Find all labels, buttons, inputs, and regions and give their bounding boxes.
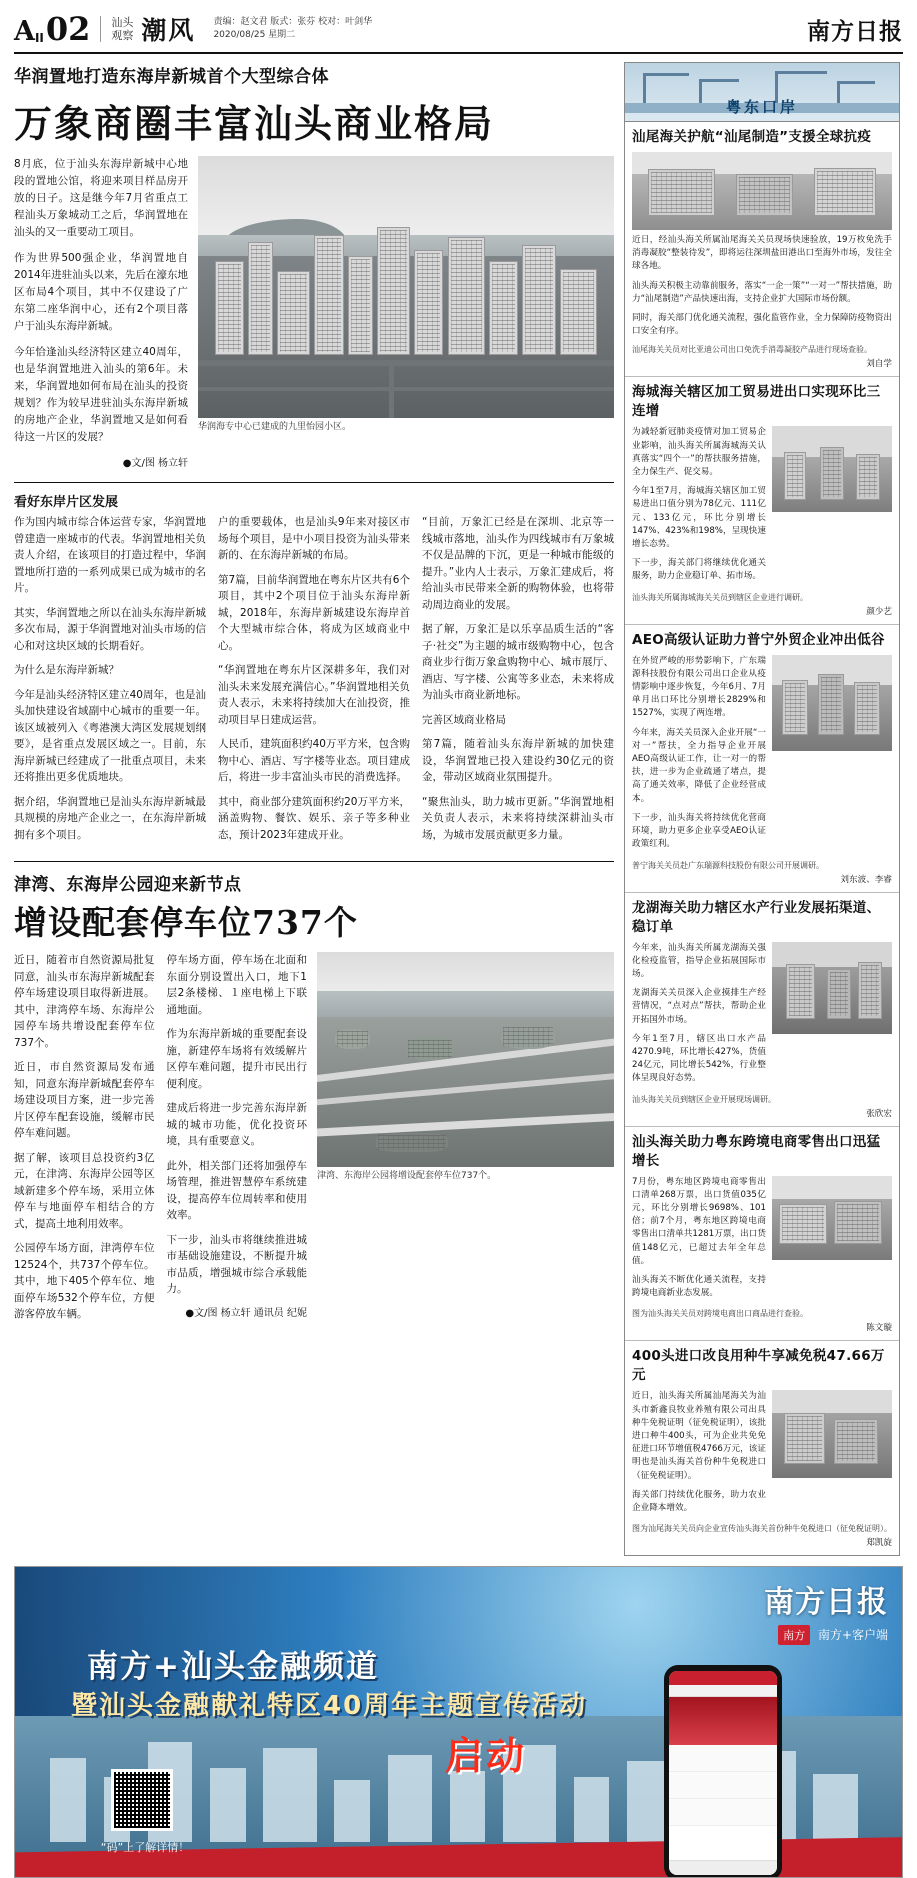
phone-hero-banner — [669, 1697, 777, 1745]
section-divider-2 — [14, 861, 614, 862]
section-divider — [14, 482, 614, 483]
article3-body: 近日，随着市自然资源局批复同意，汕头市东海岸新城配套停车场建设项目取得新进展。其中，津湾停车场、东海岸公园停车场共增设配套停车位737个。 近日，市自然资源局发布通知，同意东海岸新城配套停车场建设项目方案，进一步完善片区停车配套设施，缓解市民停车难问题。 据了解，该项目总投资约3亿元，在津湾、东海岸公园等区域新建多个停车场，采用立体停车与地面停车相结合的方式，提高土地利用效率。 公园停车场方面，津湾停车位12524个，共737个停车位。其中，地下405个停车位、地面停车场532个停车位，方便游客停放车辆。 停车场方面，停车场在北面和东面分别设置出入口，地下1层2条楼梯、１座电梯上下联通地面。 作为东海岸新城的重要配套设施，新建停车场将有效缓解片区停车难问题，提升市民出行便利度。 建成后将进一步完善东海岸新城的城市功能，优化投资环境，具有重要意义。 此外，相关部门还将加强停车场管理，推进智慧停车系统建设，提高停车位周转率和使用效率。 下一步，汕头市将继续推进城市基础设施建设，不断提升城市品质，增强城市综合承载能力。 ●文/图 杨立轩 通讯员 纪妮 — [14, 954, 307, 1320]
phone-app-header — [669, 1671, 777, 1685]
rail-item-title: 汕尾海关护航“汕尾制造”支援全球抗疫 — [632, 129, 872, 145]
phone-bottom-nav — [669, 1860, 777, 1875]
qr-caption: “码”上了解详情！ — [100, 1841, 190, 1855]
lead-photo-caption: 华润海专中心已建成的九里怡园小区。 — [198, 422, 352, 432]
ad-app-name: 南方+客户端 — [817, 1628, 888, 1643]
rail-item — [625, 1127, 899, 1342]
page-folio — [14, 10, 90, 48]
rail-item-photo-block — [772, 655, 892, 858]
rail-item-sign: 郑凯旋 — [866, 1538, 892, 1549]
article1-subhead: 看好东岸片区发展 — [14, 495, 119, 510]
article3-headline: 增设配套停车位737个 — [14, 903, 358, 942]
lead-photo — [198, 156, 614, 418]
rail-item-caption: 普宁海关关员赴广东瑞源科技股份有限公司开展调研。 — [632, 860, 824, 870]
rail-item-photo — [772, 655, 892, 751]
section-sub: II — [34, 31, 44, 45]
column-label: 汕头 观察 — [100, 16, 133, 42]
ad-logo-chip: 南方 — [778, 1625, 810, 1645]
rail-item-text: 7月份，粤东地区跨境电商零售出口清单268万票，出口货值035亿元，环比分别增长9698%、101倍；前7个月，粤东地区跨境电商零售出口清单共1281万票，出口货值148亿元，已超过去年全年总值。 汕头海关不断优化通关流程，支持跨境电商新业态发展。 — [632, 1176, 766, 1299]
bottom-advertisement[interactable] — [14, 1566, 903, 1878]
lead-byline: ●文/图 杨立轩 — [122, 458, 188, 469]
phone-mockup — [664, 1665, 782, 1878]
rail-item-photo-block — [772, 1176, 892, 1307]
paper-logo: 南方日报 — [807, 17, 903, 45]
rail-item-photo — [772, 942, 892, 1034]
phone-list-item — [669, 1745, 777, 1772]
phone-list-item — [669, 1799, 777, 1826]
rail-item-photo-block — [772, 942, 892, 1092]
rail-item-title: AEO高级认证助力普宁外贸企业冲出低谷 — [632, 631, 885, 648]
rail-item — [625, 625, 899, 893]
article3-byline: ●文/图 杨立轩 通讯员 纪妮 — [185, 1307, 307, 1319]
rail-item — [625, 122, 899, 377]
rail-item-photo-block — [772, 426, 892, 589]
rail-item-text: 近日，经汕头海关所属汕尾海关关员现场快速验放，19万枚免洗手消毒凝胶“整装待发”，即将运往深圳盐田港出口至海外市场，发往全球各地。 汕头海关积极主动靠前服务，落实“一企一策”“一对一”帮扶措施，助力“汕尾制造”产品快速出海，支持企业扩大国际市场份额。 同时，海关部门优化通关流程，强化监管作业，全力保障防疫物资出口安全有序。 — [632, 235, 892, 337]
lead-photo-block — [198, 156, 614, 472]
rail-item-caption: 汕尾海关关员对比亚迪公司出口免洗手消毒凝胶产品进行现场查验。 — [632, 345, 872, 355]
rail-item-sign: 陈文璇 — [866, 1323, 892, 1334]
article3-photo — [317, 952, 614, 1167]
rail-item-title: 海城海关辖区加工贸易进出口实现环比三连增 — [632, 384, 881, 420]
ad-line-1: 南方+汕头金融频道 — [87, 1649, 379, 1686]
rail-item-text: 在外贸严峻的形势影响下，广东瑞源科技股份有限公司出口企业从疫情影响中逐步恢复，今年6月、7月单月出口环比分别增长2829%和1527%，实现了两连增。 今年来，海关关员深入企业开展“一对一”帮扶，全力指导企业开展AEO高级认证工作，让一对一的帮扶，进一步为企业疏通了堵点，提高了通关效率，降低了企业经营成本。 下一步，汕头海关将持续优化营商环境，助力更多企业享受AEO认证政策红利。 — [632, 655, 766, 850]
rail-item-sign: 张欣宏 — [866, 1108, 892, 1119]
article3-photo-caption: 津湾、东海岸公园将增设配套停车位737个。 — [317, 1171, 497, 1181]
rail-item-title: 400头进口改良用种牛享减免税47.66万元 — [632, 1348, 885, 1384]
rail-banner-title: 粤东口岸 — [725, 98, 798, 116]
rail-item — [625, 377, 899, 624]
rail-item-text: 今年来，汕头海关所属龙湖海关强化检疫监管，指导企业拓展国际市场。 龙湖海关关员深入企业摸排生产经营情况，“点对点”帮扶，帮助企业开拓国外市场。 今年1至7月，辖区出口水产品4270.9吨，环比增长427%，货值24亿元，同比增长542%，行业整体呈现良好态势。 — [632, 942, 766, 1084]
page-number: 02 — [45, 10, 91, 48]
rail-item-text: 为减轻新冠肺炎疫情对加工贸易企业影响，汕头海关所属海城海关认真落实“四个一”的帮扶服务措施，全力保生产、促交易。 今年1至7月，海城海关辖区加工贸易进出口值分别为78亿元、111亿元、133亿元，环比分别增长147%、423%和198%，呈现快速增长态势。 下一步，海关部门将继续优化通关服务，助力企业稳订单、拓市场。 — [632, 427, 766, 582]
rail-item-photo — [772, 426, 892, 512]
article1-body: 作为国内城市综合体运营专家，华润置地曾建造一座城市的代表。华润置地相关负责人介绍，在该项目的打造过程中，华润置地所打造的一系列成果已成为城市的名片。 其实，华润置地之所以在汕头东海岸新城多次布局，源于华润置地对汕头市场的信心和对这块区域的长期看好。 为什么是东海岸新城？ 今年是汕头经济特区建立40周年，也是汕头加快建设省域副中心城市的重要一年。该区域被列入《粤港澳大湾区发展规划纲要》，是省重点发展区域之一。目前，东海岸新城已经建成了一批重点项目，未来还将推出更多优质地块。 据介绍，华润置地已是汕头东海岸新城最具规模的房地产企业之一，在东海岸新城拥有多个项目。 户的重要载体，也是汕头9年来对接区市场每个项目，是中小项目投资为汕头带来新的、在东海岸新城的布局。 第7篇，目前华润置地在粤东片区共有6个项目，其中2个项目位于汕头东海岸新城，2018年，东海岸新城建设东海岸首个大型城市综合体，将成为区域商业中心。 “华润置地在粤东片区深耕多年，我们对汕头未来发展充满信心。”华润置地相关负责人表示，未来将持续加大在汕投资，推动项目早日建成运营。 人民币，建筑面积约40万平方米，包含购物中心、酒店、写字楼等业态。项目建成后，将进一步丰富汕头市民的消费选择。 其中，商业部分建筑面积约20万平方米，涵盖购物、餐饮、娱乐、亲子等多种业态，预计2023年建成开业。 “目前，万象汇已经是在深圳、北京等一线城市落地，汕头作为四线城市有万象城不仅是品牌的下沉，更是一种城市能级的提升。”业内人士表示，万象汇建成后，将给汕头市民带来全新的购物体验，也将带动周边商业的发展。 据了解，万象汇是以乐享品质生活的“客子·社交”为主题的城市级购物中心，包含商业步行街万象盒购物中心、城市展厅、酒店、写字楼、公寓等多业态，未来将成为汕头市商业新地标。 完善区域商业格局 第7篇，随着汕头东海岸新城的加快建设，华润置地已投入建设约30亿元的资金，带动区域商业氛围提升。 “聚焦汕头，助力城市更新。”华润置地相关负责人表示，未来将持续深耕汕头市场，为城市发展贡献更多力量。 — [14, 516, 614, 841]
lead-text: 8月底，位于汕头东海岸新城中心地段的置地公馆，将迎来项目样品房开放的日子。这是继今年7月省重点工程汕头万象城动工之后，华润置地在汕头的又一重要动工项目。 作为世界500强企业，华润置地自2014年进驻汕头以来，先后在濠东地区布局4个项目，其中不仅建设了广东第二座华润中心，还有2个项目落户于汕头东海岸新城。 今年恰逢汕头经济特区建立40周年，也是华润置地进入汕头的第6年。未来，华润置地如何布局在汕头的投资规划？作为较早进驻汕头东海岸新城的房地产企业，华润置地又是如何看待这一片区的发展？ ●文/图 杨立轩 — [14, 156, 188, 472]
ad-logo — [764, 1577, 888, 1645]
ad-line-2: 暨汕头金融献礼特区40周年主题宣传活动 — [71, 1691, 588, 1722]
lead-headline: 万象商圈丰富汕头商业格局 — [14, 101, 495, 146]
lead-kicker: 华润置地打造东海岸新城首个大型综合体 — [14, 67, 329, 87]
rail-banner — [625, 63, 899, 122]
rail-item — [625, 893, 899, 1127]
rail-item-sign: 颜少艺 — [866, 606, 892, 617]
rail-item-text: 近日，汕头海关所属汕尾海关为汕头市新鑫良牧业养殖有限公司出具种牛免税证明（征免税证明），该批进口种牛400头，可为企业共免免征进口环节增值税4766万元，该证明也是汕头海关首份种牛免税进口（征免税证明）。 海关部门持续优化服务，助力农业企业降本增效。 — [632, 1391, 766, 1513]
phone-list-item — [669, 1772, 777, 1799]
article3-photo-block — [317, 952, 614, 1326]
rail-item-sign: 刘自学 — [866, 359, 892, 370]
phone-tab-bar — [669, 1685, 777, 1697]
article3-kicker: 津湾、东海岸公园迎来新节点 — [14, 875, 242, 895]
rail-item-caption: 图为汕头海关关员对跨境电商出口商品进行查验。 — [632, 1309, 808, 1319]
column-name: 潮风 — [141, 16, 196, 45]
rail-item-title: 龙湖海关助力辖区水产行业发展拓渠道、稳订单 — [632, 899, 881, 935]
rail-item-title: 汕头海关助力粤东跨境电商零售出口迅猛增长 — [632, 1133, 881, 1169]
ad-app-logo — [778, 1625, 888, 1645]
page-credits: 责编：赵文君 版式：张芬 校对：叶剑华 2020/08/25 星期二 — [213, 17, 373, 40]
rail-item-caption: 汕头海关所属海城海关关员到辖区企业进行调研。 — [632, 592, 808, 602]
rail-item-photo — [772, 1390, 892, 1478]
main-content — [14, 62, 614, 1556]
rail-item — [625, 1341, 899, 1555]
ad-line-3: 启动 — [445, 1734, 528, 1779]
section-letter: A — [14, 16, 34, 47]
rail-item-caption: 图为汕尾海关关员向企业宣传汕头海关首份种牛免税进口（征免税证明）。 — [632, 1524, 892, 1534]
qr-code[interactable] — [111, 1769, 173, 1831]
rail-item-sign: 刘东波、李睿 — [840, 874, 892, 885]
rail-item-photo — [772, 1176, 892, 1260]
ad-paper-logo: 南方日报 — [764, 1585, 888, 1621]
rail-item-photo — [632, 152, 892, 230]
rail-item-caption: 汕头海关关员到辖区企业开展现场调研。 — [632, 1094, 776, 1104]
rail-item-photo-block — [772, 1390, 892, 1521]
masthead — [14, 10, 903, 54]
rail-column — [624, 62, 900, 1556]
